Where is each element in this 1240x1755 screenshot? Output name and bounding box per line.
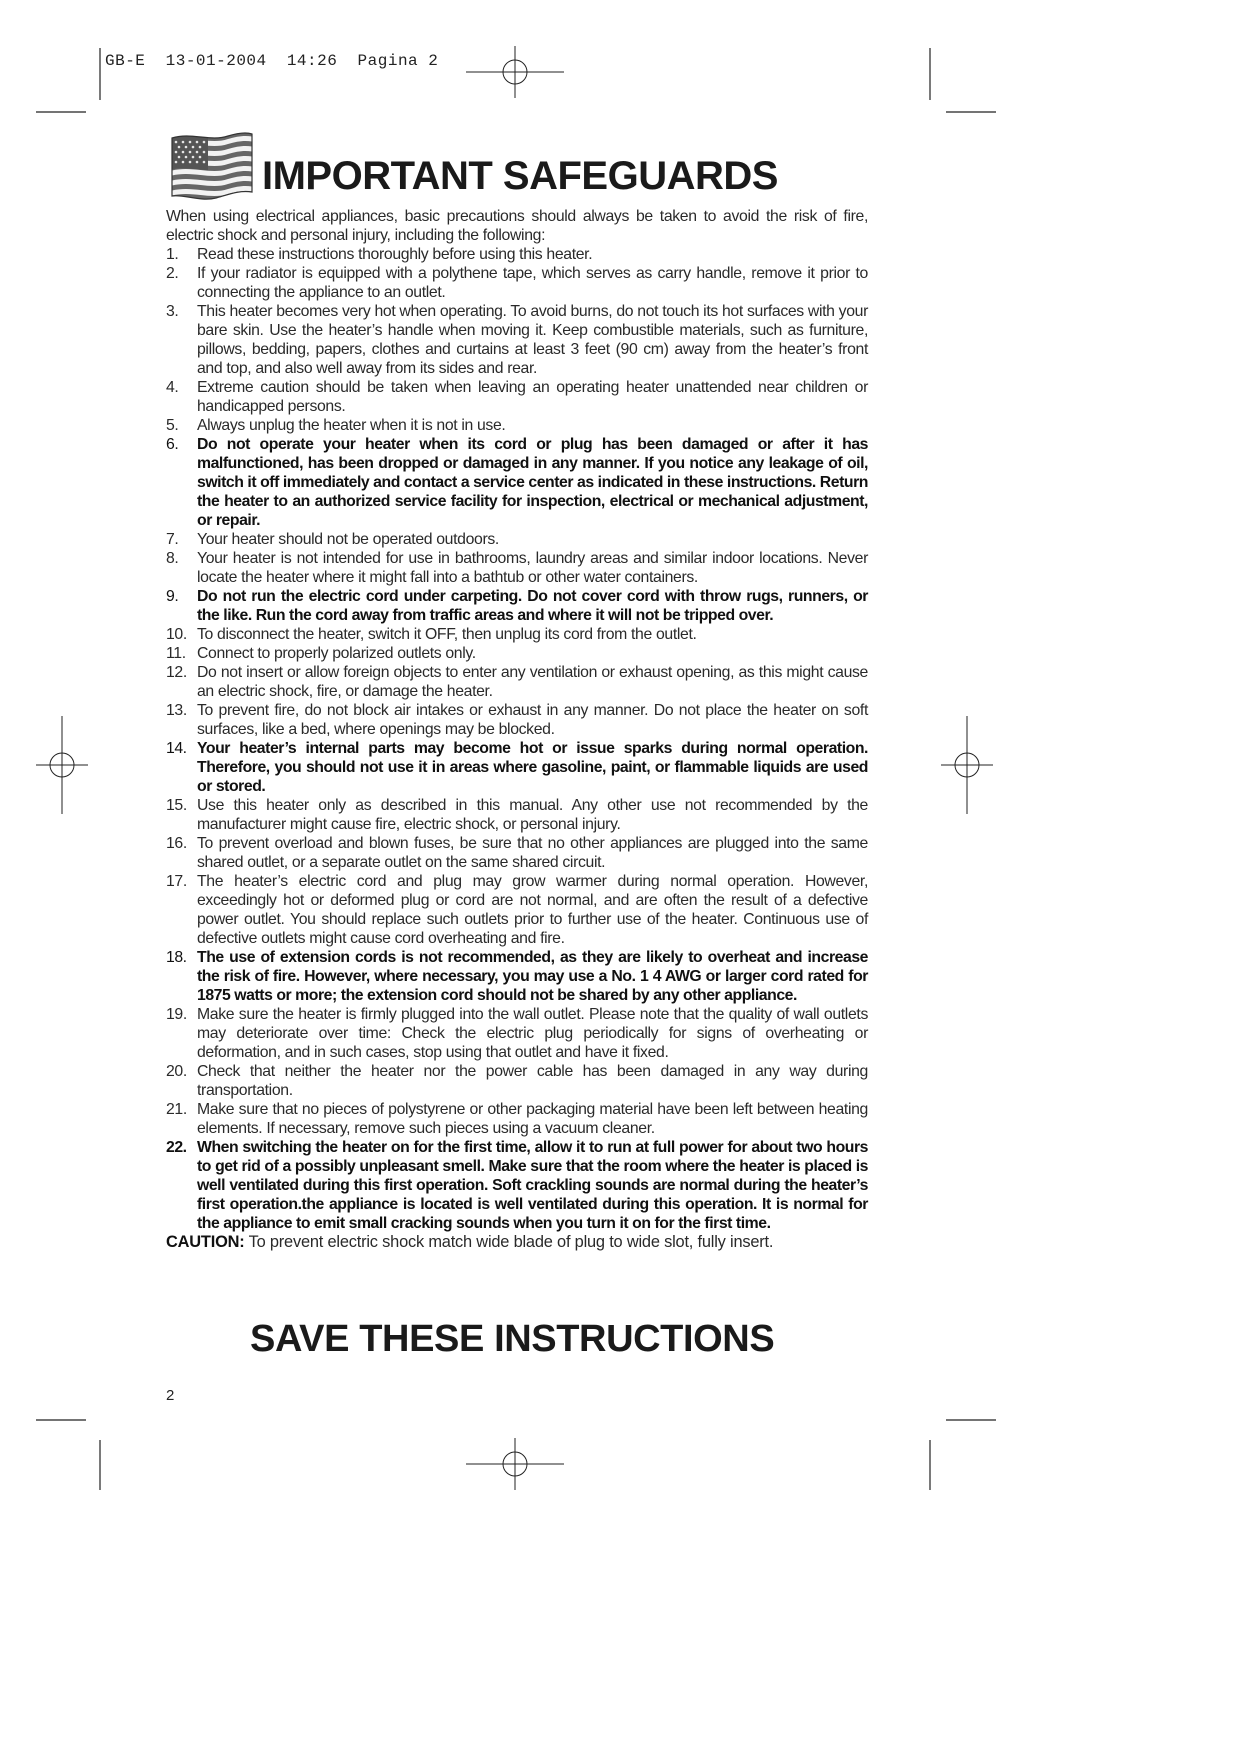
list-item-bold	[166, 435, 868, 530]
item-text: Check that neither the heater nor the power cable has been damaged in any way during transportation.	[197, 1063, 868, 1099]
list-item-bold	[166, 948, 868, 1005]
item-text: When switching the heater on for the first time, allow it to run at full power for about two hours to get rid of a possibly unpleasant smell. Make sure that the room where the heater is placed is well ventilated during this first operation. Soft crackling sounds are normal during the heater’s first operation.the appliance is located is well ventilated during this operation. It is normal for the appliance to emit small cracking sounds when you turn it on for the first time.	[197, 1139, 868, 1232]
list-item	[166, 549, 868, 587]
page-title: IMPORTANT SAFEGUARDS	[262, 154, 778, 198]
save-instructions-heading: SAVE THESE INSTRUCTIONS	[250, 1318, 775, 1360]
list-item	[166, 644, 868, 663]
item-text: To disconnect the heater, switch it OFF, then unplug its cord from the outlet.	[197, 626, 697, 643]
list-item-bold	[166, 587, 868, 625]
page-number: 2	[166, 1387, 175, 1404]
item-number: 16.	[166, 835, 187, 852]
list-item	[166, 625, 868, 644]
list-item	[166, 1005, 868, 1062]
item-number: 14.	[166, 740, 187, 757]
caution-text: To prevent electric shock match wide blade of plug to wide slot, fully insert.	[248, 1233, 774, 1251]
item-number: 11.	[166, 645, 186, 662]
item-number: 21.	[166, 1101, 187, 1118]
item-text: To prevent fire, do not block air intakes or exhaust in any manner. Do not place the heater on soft surfaces, like a bed, where openings may be blocked.	[197, 702, 868, 738]
item-text: Connect to properly polarized outlets only.	[197, 645, 476, 662]
item-text: Make sure that no pieces of polystyrene or other packaging material have been left between heating elements. If necessary, remove such pieces using a vacuum cleaner.	[197, 1101, 868, 1137]
item-number: 5.	[166, 417, 179, 434]
item-text: This heater becomes very hot when operating. To avoid burns, do not touch its hot surfaces with your bare skin. Use the heater’s handle when moving it. Keep combustible materials, such as furniture, pillows, bedding, papers, clothes and curtains at least 3 feet (90 cm) away from the heater’s front and top, and also well away from its sides and rear.	[197, 303, 868, 377]
item-text: Read these instructions thoroughly before using this heater.	[197, 246, 593, 263]
item-number: 15.	[166, 797, 187, 814]
list-item	[166, 663, 868, 701]
item-number: 12.	[166, 664, 187, 681]
list-item	[166, 264, 868, 302]
item-text: Your heater should not be operated outdoors.	[197, 531, 499, 548]
item-text: If your radiator is equipped with a polythene tape, which serves as carry handle, remove it prior to connecting the appliance to an outlet.	[197, 265, 868, 301]
item-number: 2.	[166, 265, 179, 282]
list-item	[166, 302, 868, 378]
item-text: Make sure the heater is firmly plugged into the wall outlet. Please note that the quality of wall outlets may deteriorate over time: Check the electric plug periodically for signs of overheating or deformation, and in such cases, stop using that outlet and have it fixed.	[197, 1006, 868, 1061]
list-item	[166, 530, 868, 549]
item-number: 7.	[166, 531, 179, 548]
list-item-bold	[166, 739, 868, 796]
us-flag-icon	[170, 130, 254, 202]
item-number: 20.	[166, 1063, 187, 1080]
list-item	[166, 1062, 868, 1100]
list-item	[166, 378, 868, 416]
item-number: 22.	[166, 1139, 187, 1156]
item-text: Do not run the electric cord under carpeting. Do not cover cord with throw rugs, runners, or the like. Run the cord away from traffic areas and where it will not be tripped over.	[197, 588, 868, 624]
item-text: Always unplug the heater when it is not in use.	[197, 417, 506, 434]
item-text: Your heater is not intended for use in bathrooms, laundry areas and similar indoor locations. Never locate the heater where it might fall into a bathtub or other water containers.	[197, 550, 868, 586]
item-number: 10.	[166, 626, 187, 643]
safeguards-body	[166, 207, 868, 1252]
list-item	[166, 1100, 868, 1138]
list-item	[166, 796, 868, 834]
item-number: 6.	[166, 436, 179, 453]
list-item	[166, 872, 868, 948]
item-number: 9.	[166, 588, 179, 605]
printer-header: GB-E 13-01-2004 14:26 Pagina 2	[105, 52, 439, 70]
caution-label: CAUTION:	[166, 1233, 245, 1251]
list-item-bold	[166, 1138, 868, 1233]
item-text: To prevent overload and blown fuses, be sure that no other appliances are plugged into the same shared outlet, or a separate outlet on the same shared circuit.	[197, 835, 868, 871]
list-item	[166, 416, 868, 435]
item-text: Use this heater only as described in this manual. Any other use not recommended by the manufacturer might cause fire, electric shock, or personal injury.	[197, 797, 868, 833]
item-number: 19.	[166, 1006, 187, 1023]
item-number: 8.	[166, 550, 179, 567]
item-text: The use of extension cords is not recommended, as they are likely to overheat and increase the risk of fire. However, where necessary, you may use a No. 1 4 AWG or larger cord rated for 1875 watts or more; the extension cord should not be shared by any other appliance.	[197, 949, 868, 1004]
item-number: 1.	[166, 246, 179, 263]
list-item	[166, 245, 868, 264]
item-number: 17.	[166, 873, 187, 890]
safeguard-list	[166, 245, 868, 1233]
item-number: 18.	[166, 949, 187, 966]
intro-paragraph: When using electrical appliances, basic precautions should always be taken to avoid the risk of fire, electric shock and personal injury, including the following:	[166, 208, 868, 244]
list-item	[166, 701, 868, 739]
item-number: 13.	[166, 702, 187, 719]
item-text: The heater’s electric cord and plug may grow warmer during normal operation. However, exceedingly hot or deformed plug or cord are not normal, and are often the result of a defective power outlet. You should replace such outlets prior to further use of the heater. Continuous use of defective outlets might cause cord overheating and fire.	[197, 873, 868, 947]
list-item	[166, 834, 868, 872]
item-text: Do not operate your heater when its cord or plug has been damaged or after it has malfunctioned, has been dropped or damaged in any manner. If you notice any leakage of oil, switch it off immediately and contact a service center as indicated in these instructions. Return the heater to an authorized service facility for inspection, electrical or mechanical adjustment, or repair.	[197, 436, 868, 529]
item-number: 4.	[166, 379, 179, 396]
item-number: 3.	[166, 303, 179, 320]
caution-note	[166, 1233, 868, 1252]
item-text: Extreme caution should be taken when leaving an operating heater unattended near children or handicapped persons.	[197, 379, 868, 415]
item-text: Your heater’s internal parts may become hot or issue sparks during normal operation. Therefore, you should not use it in areas where gasoline, paint, or flammable liquids are used or stored.	[197, 740, 868, 795]
item-text: Do not insert or allow foreign objects to enter any ventilation or exhaust opening, as this might cause an electric shock, fire, or damage the heater.	[197, 664, 868, 700]
